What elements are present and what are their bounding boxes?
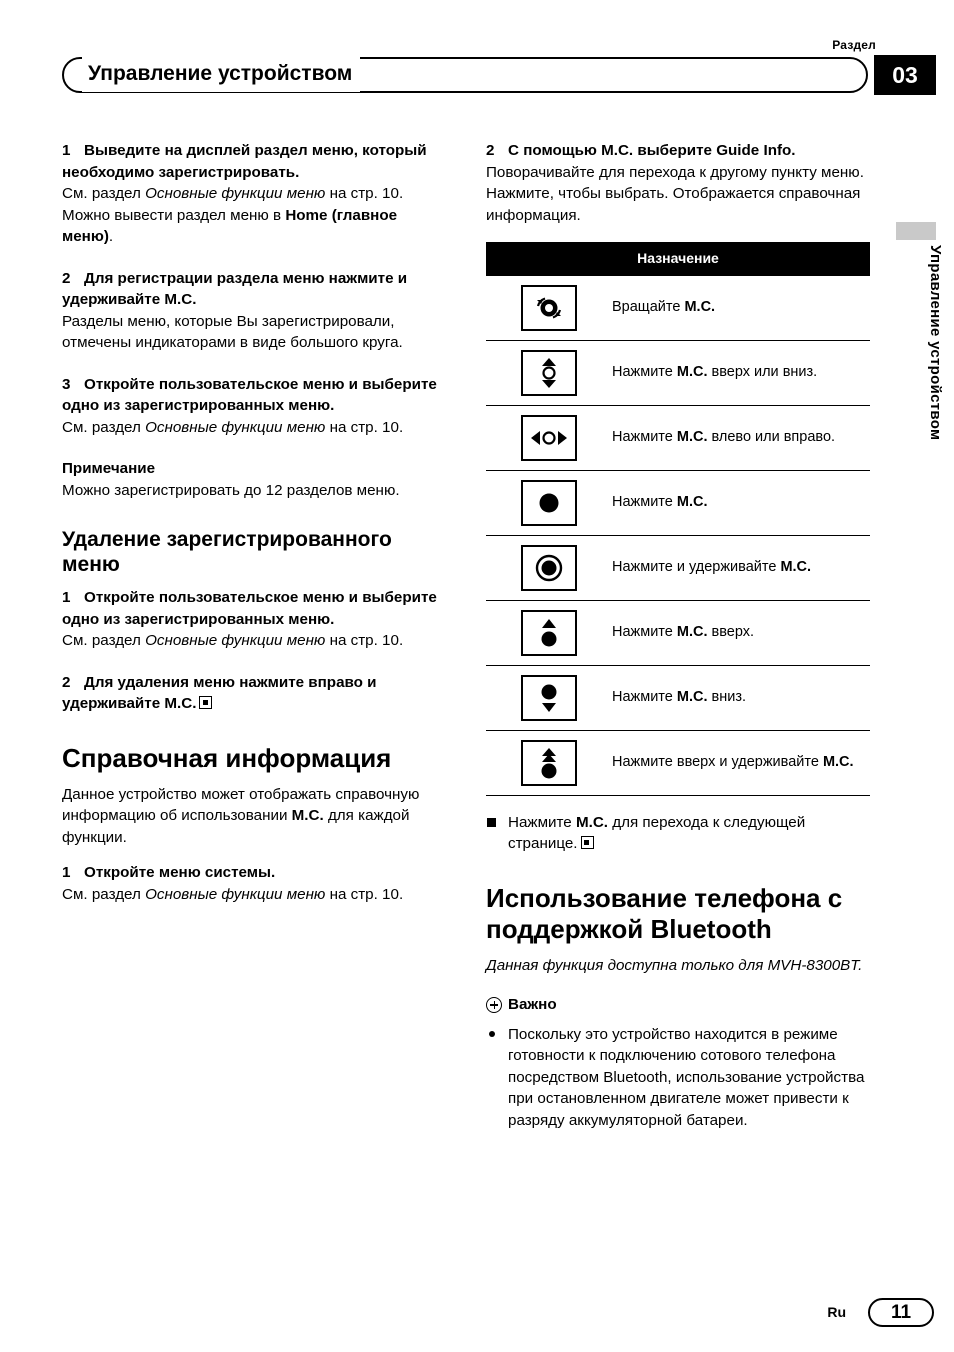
- table-cell-description: [612, 470, 870, 535]
- press-hold-up-glyph: [534, 746, 564, 780]
- note-bold: Home (главное меню): [62, 206, 398, 245]
- step-text: Откройте пользовательское меню и выберите одно из зарегистрированных меню.: [62, 589, 437, 628]
- help-body: [62, 784, 446, 849]
- square-bullet-icon: [487, 818, 496, 827]
- desc-prefix: Нажмите: [612, 494, 677, 510]
- heading-bluetooth-phone: Использование телефона с поддержкой Bluetooth: [486, 882, 843, 944]
- ref-suffix: на стр. 10.: [325, 632, 404, 649]
- note-heading: Примечание: [62, 460, 156, 477]
- desc-prefix: Нажмите: [612, 364, 677, 380]
- footer-language: Ru: [827, 1304, 846, 1320]
- desc-bold: M.C.: [822, 754, 854, 770]
- desc-suffix: вверх или вниз.: [707, 364, 818, 380]
- table-row: [486, 340, 870, 405]
- right-step-2-body: Поворачивайте для перехода к другому пункту меню. Нажмите, чтобы выбрать. Отображается справочная информация.: [486, 163, 864, 224]
- bullet-prefix: Нажмите: [508, 813, 576, 831]
- right-column: [486, 140, 870, 1131]
- table-cell-description: [612, 276, 870, 341]
- left-step-3: [62, 374, 446, 417]
- next-page-bullet: [486, 812, 870, 855]
- page-title: Управление устройством: [82, 56, 360, 92]
- press-mc-up-icon: [521, 610, 577, 656]
- desc-bold: M.C.: [676, 624, 708, 640]
- end-of-section-icon: [199, 696, 212, 709]
- step-text: Откройте меню системы.: [84, 864, 276, 881]
- press-up-down-glyph: [531, 356, 567, 390]
- delete-step-2: [62, 672, 446, 715]
- rotate-mc-glyph: [531, 292, 567, 324]
- table-row: [486, 470, 870, 535]
- press-left-right-icon: [521, 415, 577, 461]
- step-number: 3: [62, 375, 71, 393]
- dot-bullet-icon: [489, 1031, 495, 1037]
- table-cell-description: [612, 535, 870, 600]
- ref-prefix: См. раздел: [62, 632, 146, 649]
- step-number: 1: [62, 589, 71, 606]
- important-label: Важно: [508, 996, 557, 1013]
- note-suffix: .: [108, 228, 114, 245]
- desc-bold: M.C.: [676, 689, 708, 705]
- ref-prefix: См. раздел: [62, 418, 146, 436]
- left-step-1: [62, 140, 446, 183]
- press-up-down-icon: [521, 350, 577, 396]
- desc-bold: M.C.: [676, 364, 708, 380]
- press-mc-icon: [521, 480, 577, 526]
- bullet-suffix: для перехода к следующей странице.: [508, 813, 806, 852]
- step-text: Выведите на дисплей раздел меню, который необходимо зарегистрировать.: [62, 142, 427, 181]
- chapter-number-badge: 03: [874, 55, 936, 95]
- desc-prefix: Нажмите: [612, 689, 677, 705]
- help-step-1: [62, 862, 446, 884]
- press-hold-up-icon: [521, 740, 577, 786]
- subheading-delete-registered-menu: Удаление зарегистрированного меню: [62, 528, 392, 576]
- table-row: [486, 405, 870, 470]
- left-column: [62, 140, 446, 905]
- step-text: Откройте пользовательское меню и выберите одно из зарегистрированных меню.: [62, 375, 437, 414]
- desc-bold: M.C.: [676, 429, 708, 445]
- operation-table: [486, 242, 870, 796]
- press-mc-down-icon: [521, 675, 577, 721]
- end-of-section-icon: [581, 836, 594, 849]
- section-tag-label: Раздел: [832, 38, 876, 52]
- help-body-bold: M.C.: [291, 807, 324, 824]
- desc-prefix: Нажмите: [612, 624, 677, 640]
- desc-prefix: Нажмите и удерживайте: [612, 559, 781, 575]
- press-left-right-glyph: [529, 424, 569, 452]
- right-step-2: [486, 140, 870, 162]
- ref-suffix: на стр. 10.: [325, 885, 404, 903]
- table-cell-description: [612, 600, 870, 665]
- left-step-1-ref: [62, 183, 446, 205]
- table-row: [486, 600, 870, 665]
- desc-suffix: влево или вправо.: [707, 429, 836, 445]
- table-header-purpose: Назначение: [486, 242, 870, 276]
- step-number: 1: [62, 864, 71, 881]
- important-heading: [486, 994, 870, 1016]
- table-cell-description: [612, 730, 870, 795]
- left-step-2: [62, 268, 446, 311]
- important-bullet: [486, 1024, 870, 1132]
- desc-prefix: Нажмите: [612, 429, 677, 445]
- table-row: [486, 276, 870, 341]
- note-body: Можно зарегистрировать до 12 разделов меню.: [62, 481, 400, 499]
- table-cell-description: [612, 665, 870, 730]
- press-mc-glyph: [534, 488, 564, 518]
- table-cell-description: [612, 405, 870, 470]
- desc-suffix: вниз.: [707, 689, 746, 705]
- table-row: [486, 730, 870, 795]
- delete-step-1-ref: [62, 630, 446, 652]
- ref-title: Основные функции меню: [145, 885, 326, 903]
- ref-title: Основные функции меню: [145, 418, 326, 436]
- step-number: 2: [486, 142, 495, 159]
- desc-bold: M.C.: [676, 494, 708, 510]
- heading-help-information: Справочная информация: [62, 742, 392, 773]
- press-mc-up-glyph: [534, 616, 564, 650]
- step-number: 2: [62, 269, 71, 287]
- ref-title: Основные функции меню: [145, 185, 326, 202]
- press-hold-mc-glyph: [533, 552, 565, 584]
- step-number: 2: [62, 673, 71, 691]
- desc-prefix: Вращайте: [612, 299, 685, 315]
- help-body-prefix: Данное устройство может отображать справочную информацию об использовании: [62, 785, 420, 824]
- left-step-3-ref: [62, 417, 446, 439]
- table-row: [486, 535, 870, 600]
- note-prefix: Можно вывести раздел меню в: [62, 206, 286, 224]
- step-number: 1: [62, 142, 71, 159]
- desc-suffix: вверх.: [707, 624, 755, 640]
- table-cell-description: [612, 340, 870, 405]
- help-step-1-ref: [62, 884, 446, 906]
- desc-bold: M.C.: [684, 299, 716, 315]
- help-body-suffix: для каждой функции.: [62, 807, 410, 846]
- bullet-bold: M.C.: [575, 813, 609, 831]
- footer-page-number: 11: [868, 1298, 934, 1327]
- desc-bold: M.C.: [780, 559, 812, 575]
- table-row: [486, 665, 870, 730]
- left-step-2-body: Разделы меню, которые Вы зарегистрировали, отмечены индикаторами в виде большого круга.: [62, 312, 403, 351]
- ref-title: Основные функции меню: [145, 632, 326, 649]
- side-tab-label: Управление устройством: [927, 245, 944, 441]
- ref-prefix: См. раздел: [62, 885, 146, 903]
- ref-suffix: на стр. 10.: [325, 418, 404, 436]
- step-text: Для удаления меню нажмите вправо и удерживайте M.C.: [62, 673, 377, 712]
- desc-prefix: Нажмите вверх и удерживайте: [612, 754, 823, 770]
- left-step-1-note: [62, 205, 446, 248]
- ref-prefix: См. раздел: [62, 185, 146, 202]
- ref-suffix: на стр. 10.: [325, 185, 404, 202]
- delete-step-1: [62, 587, 446, 630]
- rotate-mc-icon: [521, 285, 577, 331]
- page-title-bar: [62, 57, 868, 93]
- step-text: Для регистрации раздела меню нажмите и удерживайте M.C.: [62, 269, 408, 308]
- important-bullet-text: Поскольку это устройство находится в режиме готовности к подключению сотового телефона посредством Bluetooth, использование устройства при остановленном двигателе может привести к разряду аккумуляторной батареи.: [508, 1025, 865, 1129]
- table-header-row: [486, 242, 870, 276]
- step-text: С помощью M.C. выберите Guide Info.: [508, 142, 796, 159]
- bluetooth-availability-note: Данная функция доступна только для MVH-8300BT.: [486, 956, 863, 974]
- press-hold-mc-icon: [521, 545, 577, 591]
- press-mc-down-glyph: [534, 681, 564, 715]
- important-icon: [486, 997, 502, 1013]
- side-tab-marker: [896, 222, 936, 240]
